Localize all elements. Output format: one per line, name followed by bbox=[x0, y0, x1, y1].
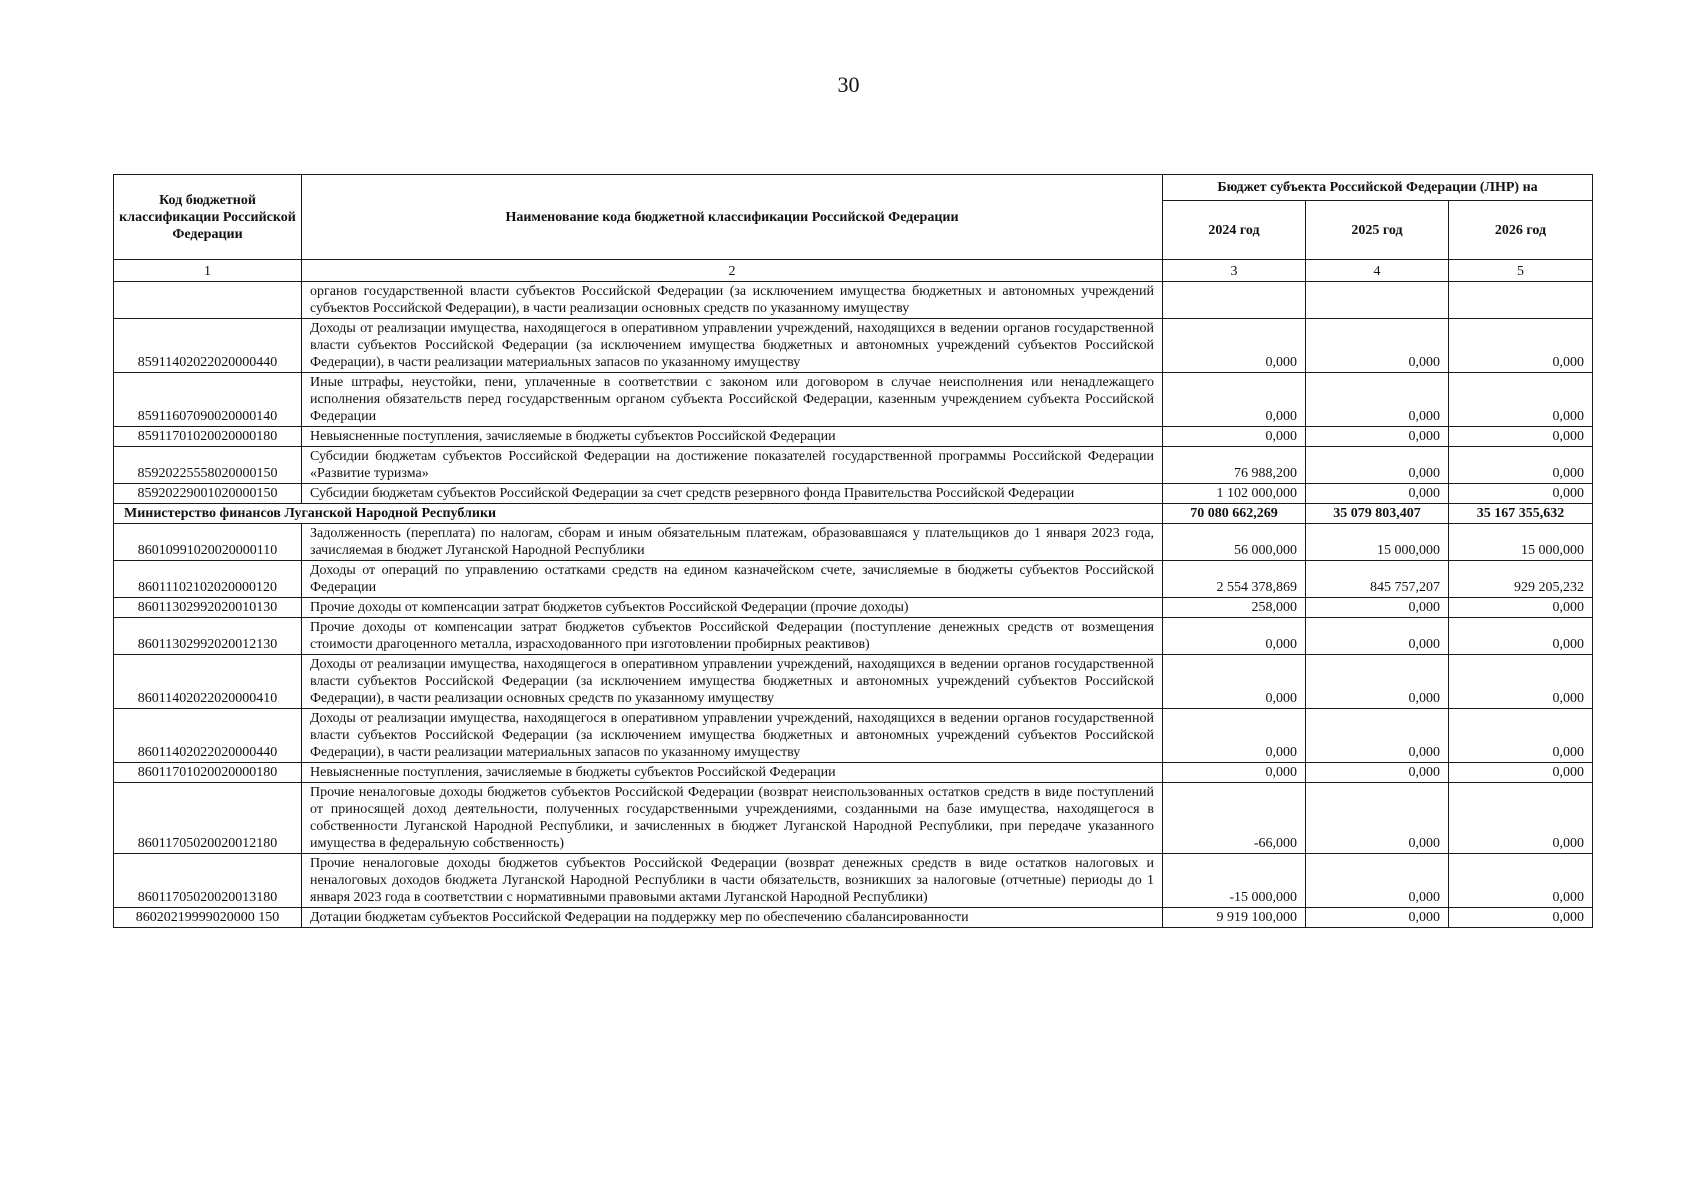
table-row bbox=[114, 655, 1593, 709]
row-code: 86011102102020000120 bbox=[114, 561, 302, 598]
row-value-2024: 0,000 bbox=[1163, 427, 1306, 447]
row-code: 86011705020020013180 bbox=[114, 854, 302, 908]
row-value-2024: 0,000 bbox=[1163, 763, 1306, 783]
ministry-total-2024: 70 080 662,269 bbox=[1163, 504, 1306, 524]
col-number-3: 3 bbox=[1163, 260, 1306, 282]
header-budget-group: Бюджет субъекта Российской Федерации (ЛНР) на bbox=[1163, 175, 1593, 201]
ministry-total-row bbox=[114, 504, 1593, 524]
row-name: Прочие неналоговые доходы бюджетов субъектов Российской Федерации (возврат денежных средств в виде остатков налоговых и неналоговых доходов бюджета Луганской Народной Республики в части обязательств, возникших за налоговые (отчетные) периоды до 1 января 2023 года в соответствии с нормативными правовыми актами Луганской Народной Республики) bbox=[302, 854, 1163, 908]
table-row bbox=[114, 908, 1593, 928]
row-name: Доходы от реализации имущества, находящегося в оперативном управлении учреждений, находящихся в ведении органов государственной власти субъектов Российской Федерации (за исключением имущества бюджетных и автономных учреждений субъектов Российской Федерации), в части реализации материальных запасов по указанному имуществу bbox=[302, 319, 1163, 373]
row-value-2025: 0,000 bbox=[1306, 783, 1449, 854]
table-row bbox=[114, 763, 1593, 783]
row-value-2026: 0,000 bbox=[1449, 763, 1593, 783]
table-row bbox=[114, 319, 1593, 373]
row-name: Субсидии бюджетам субъектов Российской Федерации на достижение показателей государственной программы Российской Федерации «Развитие туризма» bbox=[302, 447, 1163, 484]
table-row bbox=[114, 373, 1593, 427]
row-value-2026: 929 205,232 bbox=[1449, 561, 1593, 598]
row-name: Прочие доходы от компенсации затрат бюджетов субъектов Российской Федерации (поступление денежных средств от возмещения стоимости драгоценного металла, израсходованного при изготовлении пробирных реактивов) bbox=[302, 618, 1163, 655]
row-value-2025: 0,000 bbox=[1306, 763, 1449, 783]
row-value-2025: 0,000 bbox=[1306, 854, 1449, 908]
row-name: Прочие неналоговые доходы бюджетов субъектов Российской Федерации (возврат неиспользованных остатков средств в виде поступлений от приносящей доход деятельности, полученных государственными учреждениями, созданными на базе имущества, находящегося в собственности Луганской Народной Республики, и зачисленных в бюджет Луганской Народной Республики, при передаче указанного имущества в федеральную собственность) bbox=[302, 783, 1163, 854]
row-value-2026: 0,000 bbox=[1449, 709, 1593, 763]
row-value-2024: 56 000,000 bbox=[1163, 524, 1306, 561]
row-value-2026: 0,000 bbox=[1449, 484, 1593, 504]
table-row bbox=[114, 598, 1593, 618]
row-value-2025: 0,000 bbox=[1306, 908, 1449, 928]
row-name: Доходы от реализации имущества, находящегося в оперативном управлении учреждений, находящихся в ведении органов государственной власти субъектов Российской Федерации (за исключением имущества бюджетных и автономных учреждений субъектов Российской Федерации), в части реализации материальных запасов по указанному имуществу bbox=[302, 709, 1163, 763]
row-value-2024: 0,000 bbox=[1163, 373, 1306, 427]
table-row bbox=[114, 484, 1593, 504]
table-row bbox=[114, 618, 1593, 655]
header-code: Код бюджетной классификации Российской Федерации bbox=[114, 175, 302, 260]
row-value-2024: 0,000 bbox=[1163, 655, 1306, 709]
row-code bbox=[114, 282, 302, 319]
ministry-total-2026: 35 167 355,632 bbox=[1449, 504, 1593, 524]
header-year-2026: 2026 год bbox=[1449, 201, 1593, 260]
row-code: 85920229001020000150 bbox=[114, 484, 302, 504]
row-value-2025: 0,000 bbox=[1306, 484, 1449, 504]
row-value-2026: 0,000 bbox=[1449, 854, 1593, 908]
row-code: 86011302992020012130 bbox=[114, 618, 302, 655]
row-value-2024: 9 919 100,000 bbox=[1163, 908, 1306, 928]
row-name: Субсидии бюджетам субъектов Российской Федерации за счет средств резервного фонда Правительства Российской Федерации bbox=[302, 484, 1163, 504]
row-name: Задолженность (переплата) по налогам, сборам и иным обязательным платежам, образовавшаяся у плательщиков до 1 января 2023 года, зачисляемая в бюджет Луганской Народной Республики bbox=[302, 524, 1163, 561]
row-name: Невыясненные поступления, зачисляемые в бюджеты субъектов Российской Федерации bbox=[302, 763, 1163, 783]
row-value-2025: 15 000,000 bbox=[1306, 524, 1449, 561]
row-code: 86011402022020000440 bbox=[114, 709, 302, 763]
table-row bbox=[114, 783, 1593, 854]
col-number-2: 2 bbox=[302, 260, 1163, 282]
row-value-2024: -15 000,000 bbox=[1163, 854, 1306, 908]
row-value-2025: 0,000 bbox=[1306, 427, 1449, 447]
budget-table bbox=[113, 174, 1593, 928]
row-value-2026: 0,000 bbox=[1449, 655, 1593, 709]
row-value-2024: 0,000 bbox=[1163, 618, 1306, 655]
row-code: 86011701020020000180 bbox=[114, 763, 302, 783]
row-value-2024: 2 554 378,869 bbox=[1163, 561, 1306, 598]
row-value-2026: 0,000 bbox=[1449, 618, 1593, 655]
row-value-2025: 0,000 bbox=[1306, 655, 1449, 709]
row-value-2026: 0,000 bbox=[1449, 319, 1593, 373]
row-value-2026 bbox=[1449, 282, 1593, 319]
table-row bbox=[114, 854, 1593, 908]
row-value-2024: 258,000 bbox=[1163, 598, 1306, 618]
table-row bbox=[114, 282, 1593, 319]
row-value-2026: 0,000 bbox=[1449, 427, 1593, 447]
table-row bbox=[114, 427, 1593, 447]
row-value-2025 bbox=[1306, 282, 1449, 319]
ministry-total-2025: 35 079 803,407 bbox=[1306, 504, 1449, 524]
row-value-2025: 0,000 bbox=[1306, 618, 1449, 655]
row-name: Иные штрафы, неустойки, пени, уплаченные в соответствии с законом или договором в случае неисполнения или ненадлежащего исполнения обязательств перед государственным органом субъекта Российской Федерации, казенным учреждением субъекта Российской Федерации bbox=[302, 373, 1163, 427]
row-code: 86011302992020010130 bbox=[114, 598, 302, 618]
row-name: Прочие доходы от компенсации затрат бюджетов субъектов Российской Федерации (прочие доходы) bbox=[302, 598, 1163, 618]
row-code: 86011402022020000410 bbox=[114, 655, 302, 709]
row-value-2024: 1 102 000,000 bbox=[1163, 484, 1306, 504]
row-value-2025: 845 757,207 bbox=[1306, 561, 1449, 598]
row-name: Невыясненные поступления, зачисляемые в бюджеты субъектов Российской Федерации bbox=[302, 427, 1163, 447]
row-value-2026: 0,000 bbox=[1449, 598, 1593, 618]
row-value-2024: 0,000 bbox=[1163, 319, 1306, 373]
row-value-2026: 15 000,000 bbox=[1449, 524, 1593, 561]
row-value-2025: 0,000 bbox=[1306, 598, 1449, 618]
row-value-2025: 0,000 bbox=[1306, 319, 1449, 373]
table-row bbox=[114, 524, 1593, 561]
row-code: 85911607090020000140 bbox=[114, 373, 302, 427]
row-value-2024 bbox=[1163, 282, 1306, 319]
row-value-2024: 76 988,200 bbox=[1163, 447, 1306, 484]
header-year-2025: 2025 год bbox=[1306, 201, 1449, 260]
page-number: 30 bbox=[837, 72, 860, 97]
header-name: Наименование кода бюджетной классификации Российской Федерации bbox=[302, 175, 1163, 260]
row-code: 85911701020020000180 bbox=[114, 427, 302, 447]
row-value-2026: 0,000 bbox=[1449, 373, 1593, 427]
col-number-4: 4 bbox=[1306, 260, 1449, 282]
row-name: Доходы от операций по управлению остатками средств на едином казначейском счете, зачисляемые в бюджеты субъектов Российской Федерации bbox=[302, 561, 1163, 598]
row-code: 86011705020020012180 bbox=[114, 783, 302, 854]
ministry-name: Министерство финансов Луганской Народной Республики bbox=[114, 504, 1163, 524]
row-name: Доходы от реализации имущества, находящегося в оперативном управлении учреждений, находящихся в ведении органов государственной власти субъектов Российской Федерации (за исключением имущества бюджетных и автономных учреждений субъектов Российской Федерации), в части реализации основных средств по указанному имуществу bbox=[302, 655, 1163, 709]
row-value-2025: 0,000 bbox=[1306, 447, 1449, 484]
row-code: 86010991020020000110 bbox=[114, 524, 302, 561]
row-value-2025: 0,000 bbox=[1306, 373, 1449, 427]
col-number-1: 1 bbox=[114, 260, 302, 282]
row-value-2026: 0,000 bbox=[1449, 447, 1593, 484]
row-code: 85920225558020000150 bbox=[114, 447, 302, 484]
row-value-2024: -66,000 bbox=[1163, 783, 1306, 854]
table-row bbox=[114, 709, 1593, 763]
row-code: 85911402022020000440 bbox=[114, 319, 302, 373]
col-number-5: 5 bbox=[1449, 260, 1593, 282]
row-name: Дотации бюджетам субъектов Российской Федерации на поддержку мер по обеспечению сбалансированности bbox=[302, 908, 1163, 928]
row-value-2024: 0,000 bbox=[1163, 709, 1306, 763]
row-value-2026: 0,000 bbox=[1449, 783, 1593, 854]
table-row bbox=[114, 561, 1593, 598]
row-code: 86020219999020000 150 bbox=[114, 908, 302, 928]
row-name: органов государственной власти субъектов Российской Федерации (за исключением имущества бюджетных и автономных учреждений субъектов Российской Федерации), в части реализации основных средств по указанному имуществу bbox=[302, 282, 1163, 319]
table-row bbox=[114, 447, 1593, 484]
row-value-2026: 0,000 bbox=[1449, 908, 1593, 928]
row-value-2025: 0,000 bbox=[1306, 709, 1449, 763]
header-year-2024: 2024 год bbox=[1163, 201, 1306, 260]
